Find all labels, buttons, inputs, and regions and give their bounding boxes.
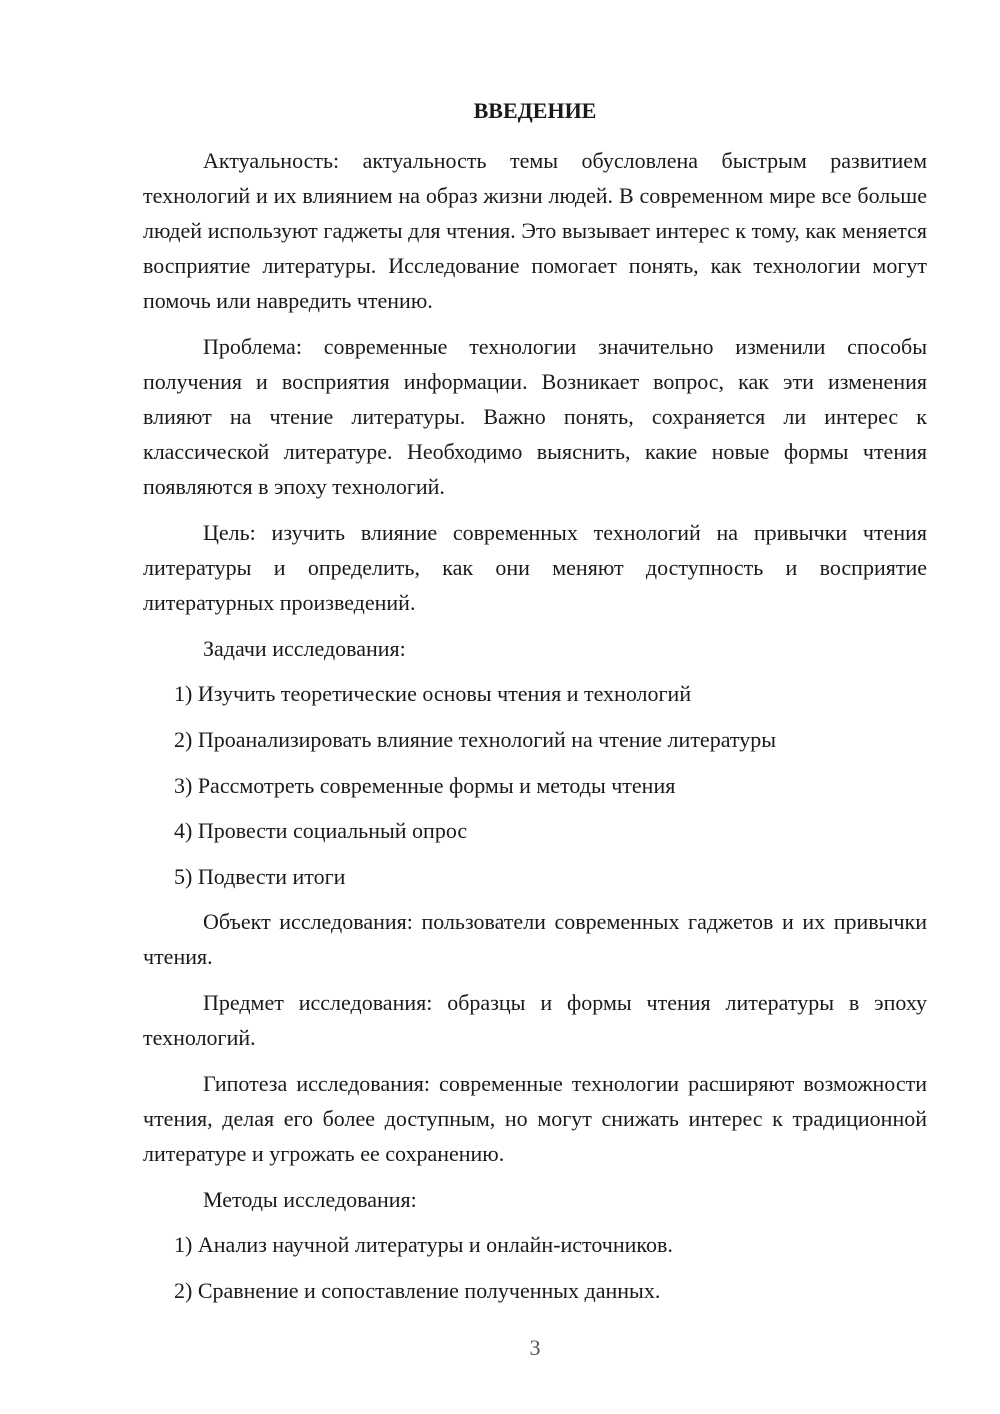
task-item: 2) Проанализировать влияние технологий на чтение литературы (174, 727, 776, 752)
task-item: 4) Провести социальный опрос (174, 818, 468, 843)
paragraph-goal: Цель: изучить влияние современных технологий на привычки чтения литературы и определить, как они меняют доступность и восприятие литературных произведений. (143, 520, 927, 615)
task-item: 1) Изучить теоретические основы чтения и технологий (174, 681, 692, 706)
task-item: 3) Рассмотреть современные формы и методы чтения (174, 773, 676, 798)
task-item: 5) Подвести итоги (174, 864, 346, 889)
method-item: 1) Анализ научной литературы и онлайн-источников. (174, 1232, 673, 1257)
methods-label: Методы исследования: (203, 1187, 417, 1212)
paragraph-hypothesis: Гипотеза исследования: современные технологии расширяют возможности чтения, делая его более доступным, но могут снижать интерес к традиционной литературе и угрожать ее сохранению. (143, 1071, 927, 1166)
section-heading: ВВЕДЕНИЕ (473, 98, 597, 123)
method-item: 2) Сравнение и сопоставление полученных данных. (174, 1278, 661, 1303)
tasks-label: Задачи исследования: (203, 636, 406, 661)
paragraph-subject: Предмет исследования: образцы и формы чтения литературы в эпоху технологий. (143, 990, 927, 1050)
paragraph-problem: Проблема: современные технологии значительно изменили способы получения и восприятия информации. Возникает вопрос, как эти изменения влияют на чтение литературы. Важно понять, сохраняется ли интерес к классической литературе. Необходимо выяснить, какие новые формы чтения появляются в эпоху технологий. (143, 334, 927, 499)
page-number: 3 (529, 1335, 541, 1360)
paragraph-relevance: Актуальность: актуальность темы обусловлена быстрым развитием технологий и их влиянием на образ жизни людей. В современном мире все больше людей используют гаджеты для чтения. Это вызывает интерес к тому, как меняется восприятие литературы. Исследование помогает понять, как технологии могут помочь или навредить чтению. (143, 148, 927, 313)
paragraph-object: Объект исследования: пользователи современных гаджетов и их привычки чтения. (143, 909, 927, 969)
